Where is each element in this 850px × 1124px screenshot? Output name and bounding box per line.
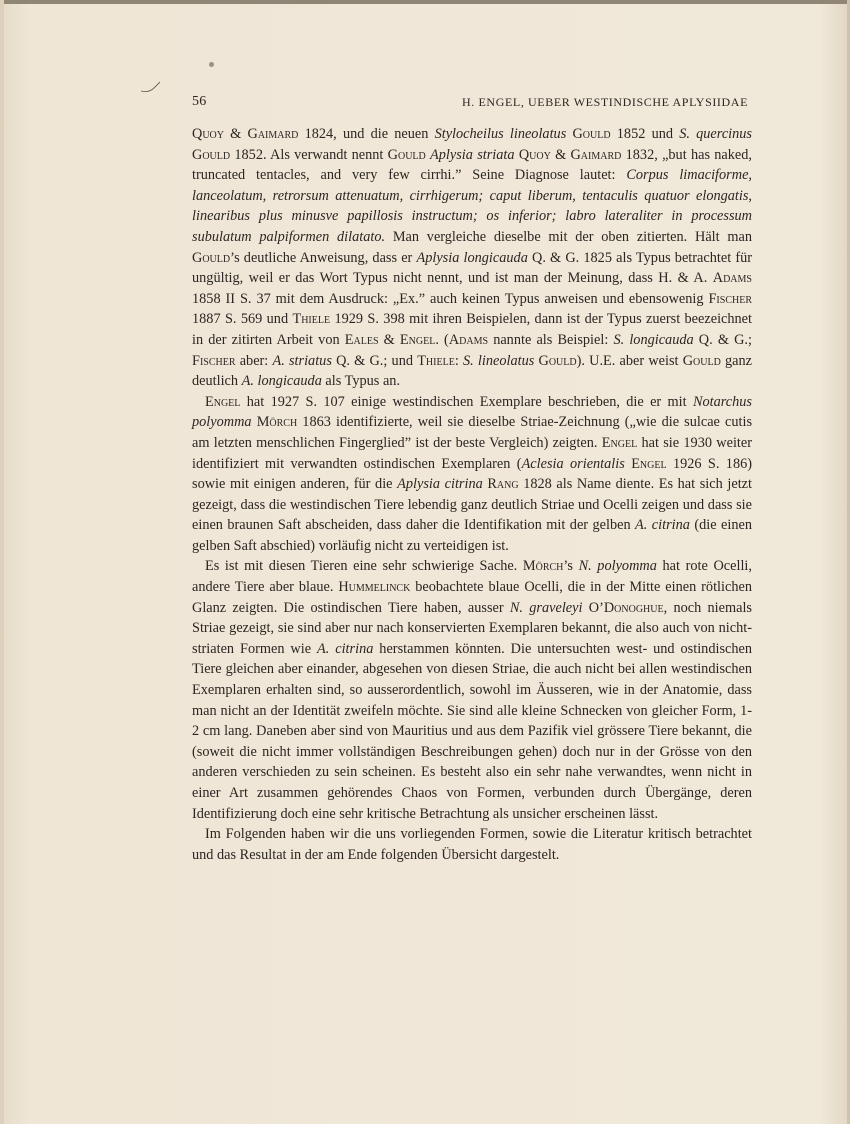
text-run: 1887 S. 569 und — [192, 311, 293, 328]
text-run: als Typus an. — [321, 373, 401, 390]
author-name: Gould — [572, 126, 611, 142]
author-name: Fischer — [192, 352, 236, 369]
author-name: Adams — [448, 331, 489, 348]
author-name: Gould — [192, 146, 231, 163]
text-run: ganz deutlich — [192, 352, 752, 390]
text-run: (die einen gelben Saft abschied) vorläufig nicht zu verteidigen ist. — [192, 517, 752, 554]
text-run: 1828 als Name diente. Es hat sich jetzt gezeigt, dass die westindischen Tiere lebendig ganz deutlich Striae und Ocelli zeigen und dass sie einen braunen Saft abscheiden, dass daher die Identifikation mit der gelben — [192, 476, 752, 534]
author-name: Thiele — [292, 311, 331, 328]
text-run: Im Folgenden haben wir die uns vorliegenden Formen, sowie die Literatur kritisch betrachtet und das Resultat in der am Ende folgenden Übersicht dargestelt. — [192, 826, 752, 863]
italic-text: A. citrina — [635, 517, 690, 534]
author-name: Eales & Engel — [344, 331, 436, 348]
running-title: H. ENGEL, UEBER WESTINDISCHE APLYSIIDAE — [462, 95, 748, 109]
text-run: 1863 identifizierte, weil sie dieselbe Striae-Zeichnung („wie die sulcae cutis am letzten menschlichen Fingerglied” ist der beste Vergleich) zeigten. — [192, 414, 753, 451]
text-run: ’s — [563, 558, 579, 575]
author-name: Hummelinck — [338, 579, 411, 596]
running-header — [192, 94, 748, 114]
text-run: Q. & G.; und — [331, 352, 418, 369]
text-run: 1852 und — [610, 126, 680, 142]
italic-text: S. longicauda — [613, 331, 694, 348]
italic-text: A. citrina — [317, 640, 374, 657]
text-run: beobachtete blaue Ocelli, die in der Mitte einen rötlichen Glanz zeigten. Die ostindischen Tiere haben, ausser — [192, 579, 752, 616]
author-name: Gould — [538, 352, 577, 369]
text-run: nannte als Beispiel: — [488, 331, 614, 348]
italic-text: Stylocheilus lineolatus — [434, 126, 567, 142]
author-name: Donoghue — [603, 599, 664, 616]
text-run: Man vergleiche dieselbe mit der oben zitierten. Hält man — [385, 228, 752, 245]
italic-text: Aplysia citrina — [397, 476, 483, 493]
text-run: Es ist mit diesen Tieren eine sehr schwierige Sache. — [205, 558, 523, 575]
pencil-mark — [140, 80, 162, 94]
text-run: Q. & G.; — [693, 331, 752, 348]
author-name: Fischer — [708, 290, 752, 307]
italic-text: N. polyomma — [578, 558, 657, 575]
italic-text: Corpus limaciforme, lanceolatum, retrorsum attenuatum, cirrhigerum; caput liberum, tentaculis quatuor elongatis, linearibus plus minusve papillosis instructum; os inferior; labro lateraliter in processum subulatum palpiformen dilatato. — [192, 167, 752, 245]
text-run: , noch niemals Striae gezeigt, sie sind aber nur nach konservierten Exemplaren bekannt, die also auch von nicht-striaten Formen wie — [192, 599, 752, 657]
text-run: hat rote Ocelli, andere Tiere aber blaue. — [192, 558, 752, 596]
text-run: 1852. Als verwandt nennt — [230, 146, 388, 163]
text-run: . ( — [435, 331, 449, 348]
text-run: herstammen könnten. Die untersuchten west- und ostindischen Tiere gleichen aber einander, abgesehen von diesen Striae, die auch nicht bei allen westindischen Exemplaren erhalten sind, so ausserordentlich, sowohl im Äusseren, wie in der Anatomie, dass man nicht an der Identität zweifeln möchte. Sie sind alle kleine Schnecken von gleicher Form, 1-2 cm lang. Daneben aber sind von Mauritius und aus dem Pazifik viel grössere Tiere bekannt, die (soweit die nicht immer vollständigen Beschreibungen gehen) doch nur in der Grösse von den anderen verschieden zu sein scheinen. Es besteht also ein sehr nahe verwandtes, wenn nicht in einer Art zusammen gehörendes Chaos von Formen, verbunden durch Übergänge, deren Identifizierung doch eine sehr kritische Betrachtung als unsicher erscheinen lässt. — [192, 640, 752, 822]
author-name: Gould — [387, 146, 426, 163]
text-run: 1824, und die neuen — [298, 126, 435, 142]
text-run: 1858 II S. 37 mit dem Ausdruck: „Ex.” auch keinen Typus anweisen und ebensowenig — [192, 290, 709, 307]
italic-text: A. longicauda — [241, 373, 322, 390]
text-run: 1929 S. 398 mit ihren Beispielen, dann ist der Typus zuerst beezeichnet in der zitirten Arbeit von — [192, 311, 752, 348]
italic-text: S. lineolatus — [462, 352, 535, 369]
paragraph — [192, 556, 752, 824]
italic-text: Aplysia longicauda — [416, 249, 528, 266]
author-name: Rang — [487, 476, 519, 493]
body-text — [192, 124, 752, 865]
author-name: Mörch — [522, 558, 564, 575]
paragraph — [192, 392, 752, 557]
text-run: O’ — [582, 599, 604, 616]
text-run: ). U.E. aber weist — [576, 352, 683, 369]
author-name: Quoy & Gaimard — [192, 126, 299, 142]
italic-text: Notarchus polyomma — [192, 393, 752, 431]
author-name: Engel — [631, 455, 667, 472]
page-top-edge — [0, 0, 850, 4]
author-name: Mörch — [256, 414, 298, 431]
italic-text: Aclesia orientalis — [521, 455, 625, 472]
page-number: 56 — [192, 94, 207, 109]
text-run: : — [454, 352, 463, 369]
author-name: Gould — [682, 352, 721, 369]
text-run: hat sie 1930 weiter identifiziert mit verwandten ostindischen Exemplaren ( — [192, 434, 752, 472]
italic-text: N. graveleyi — [509, 599, 583, 616]
text-run: 1832, „but has naked, truncated tentacles, and very few cirrhi.” Seine Diagnose lautet: — [192, 146, 752, 184]
author-name: Engel — [601, 434, 638, 451]
text-run: 1926 S. 186) sowie mit einigen anderen, für die — [192, 455, 752, 493]
page-left-edge — [0, 0, 4, 1124]
italic-text: S. quercinus — [679, 126, 752, 142]
author-name: Thiele — [417, 352, 455, 369]
author-name: Engel — [205, 393, 241, 410]
ink-speck — [209, 62, 214, 67]
paragraph — [192, 824, 752, 865]
author-name: Quoy & Gaimard — [518, 146, 622, 163]
text-run: Q. & G. 1825 als Typus betrachtet für ungültig, weil er das Wort Typus nicht nennt, und ist man der Meinung, dass H. & A. — [192, 249, 752, 287]
author-name: Adams — [712, 270, 752, 287]
paragraph — [192, 124, 752, 392]
italic-text: Aplysia striata — [430, 146, 515, 163]
text-run: aber: — [235, 352, 273, 369]
author-name: Gould — [192, 249, 231, 266]
italic-text: A. striatus — [272, 352, 332, 369]
text-run: ’s deutliche Anweisung, dass er — [230, 249, 417, 266]
text-run: hat 1927 S. 107 einige westindischen Exemplare beschrieben, die er mit — [240, 393, 693, 410]
